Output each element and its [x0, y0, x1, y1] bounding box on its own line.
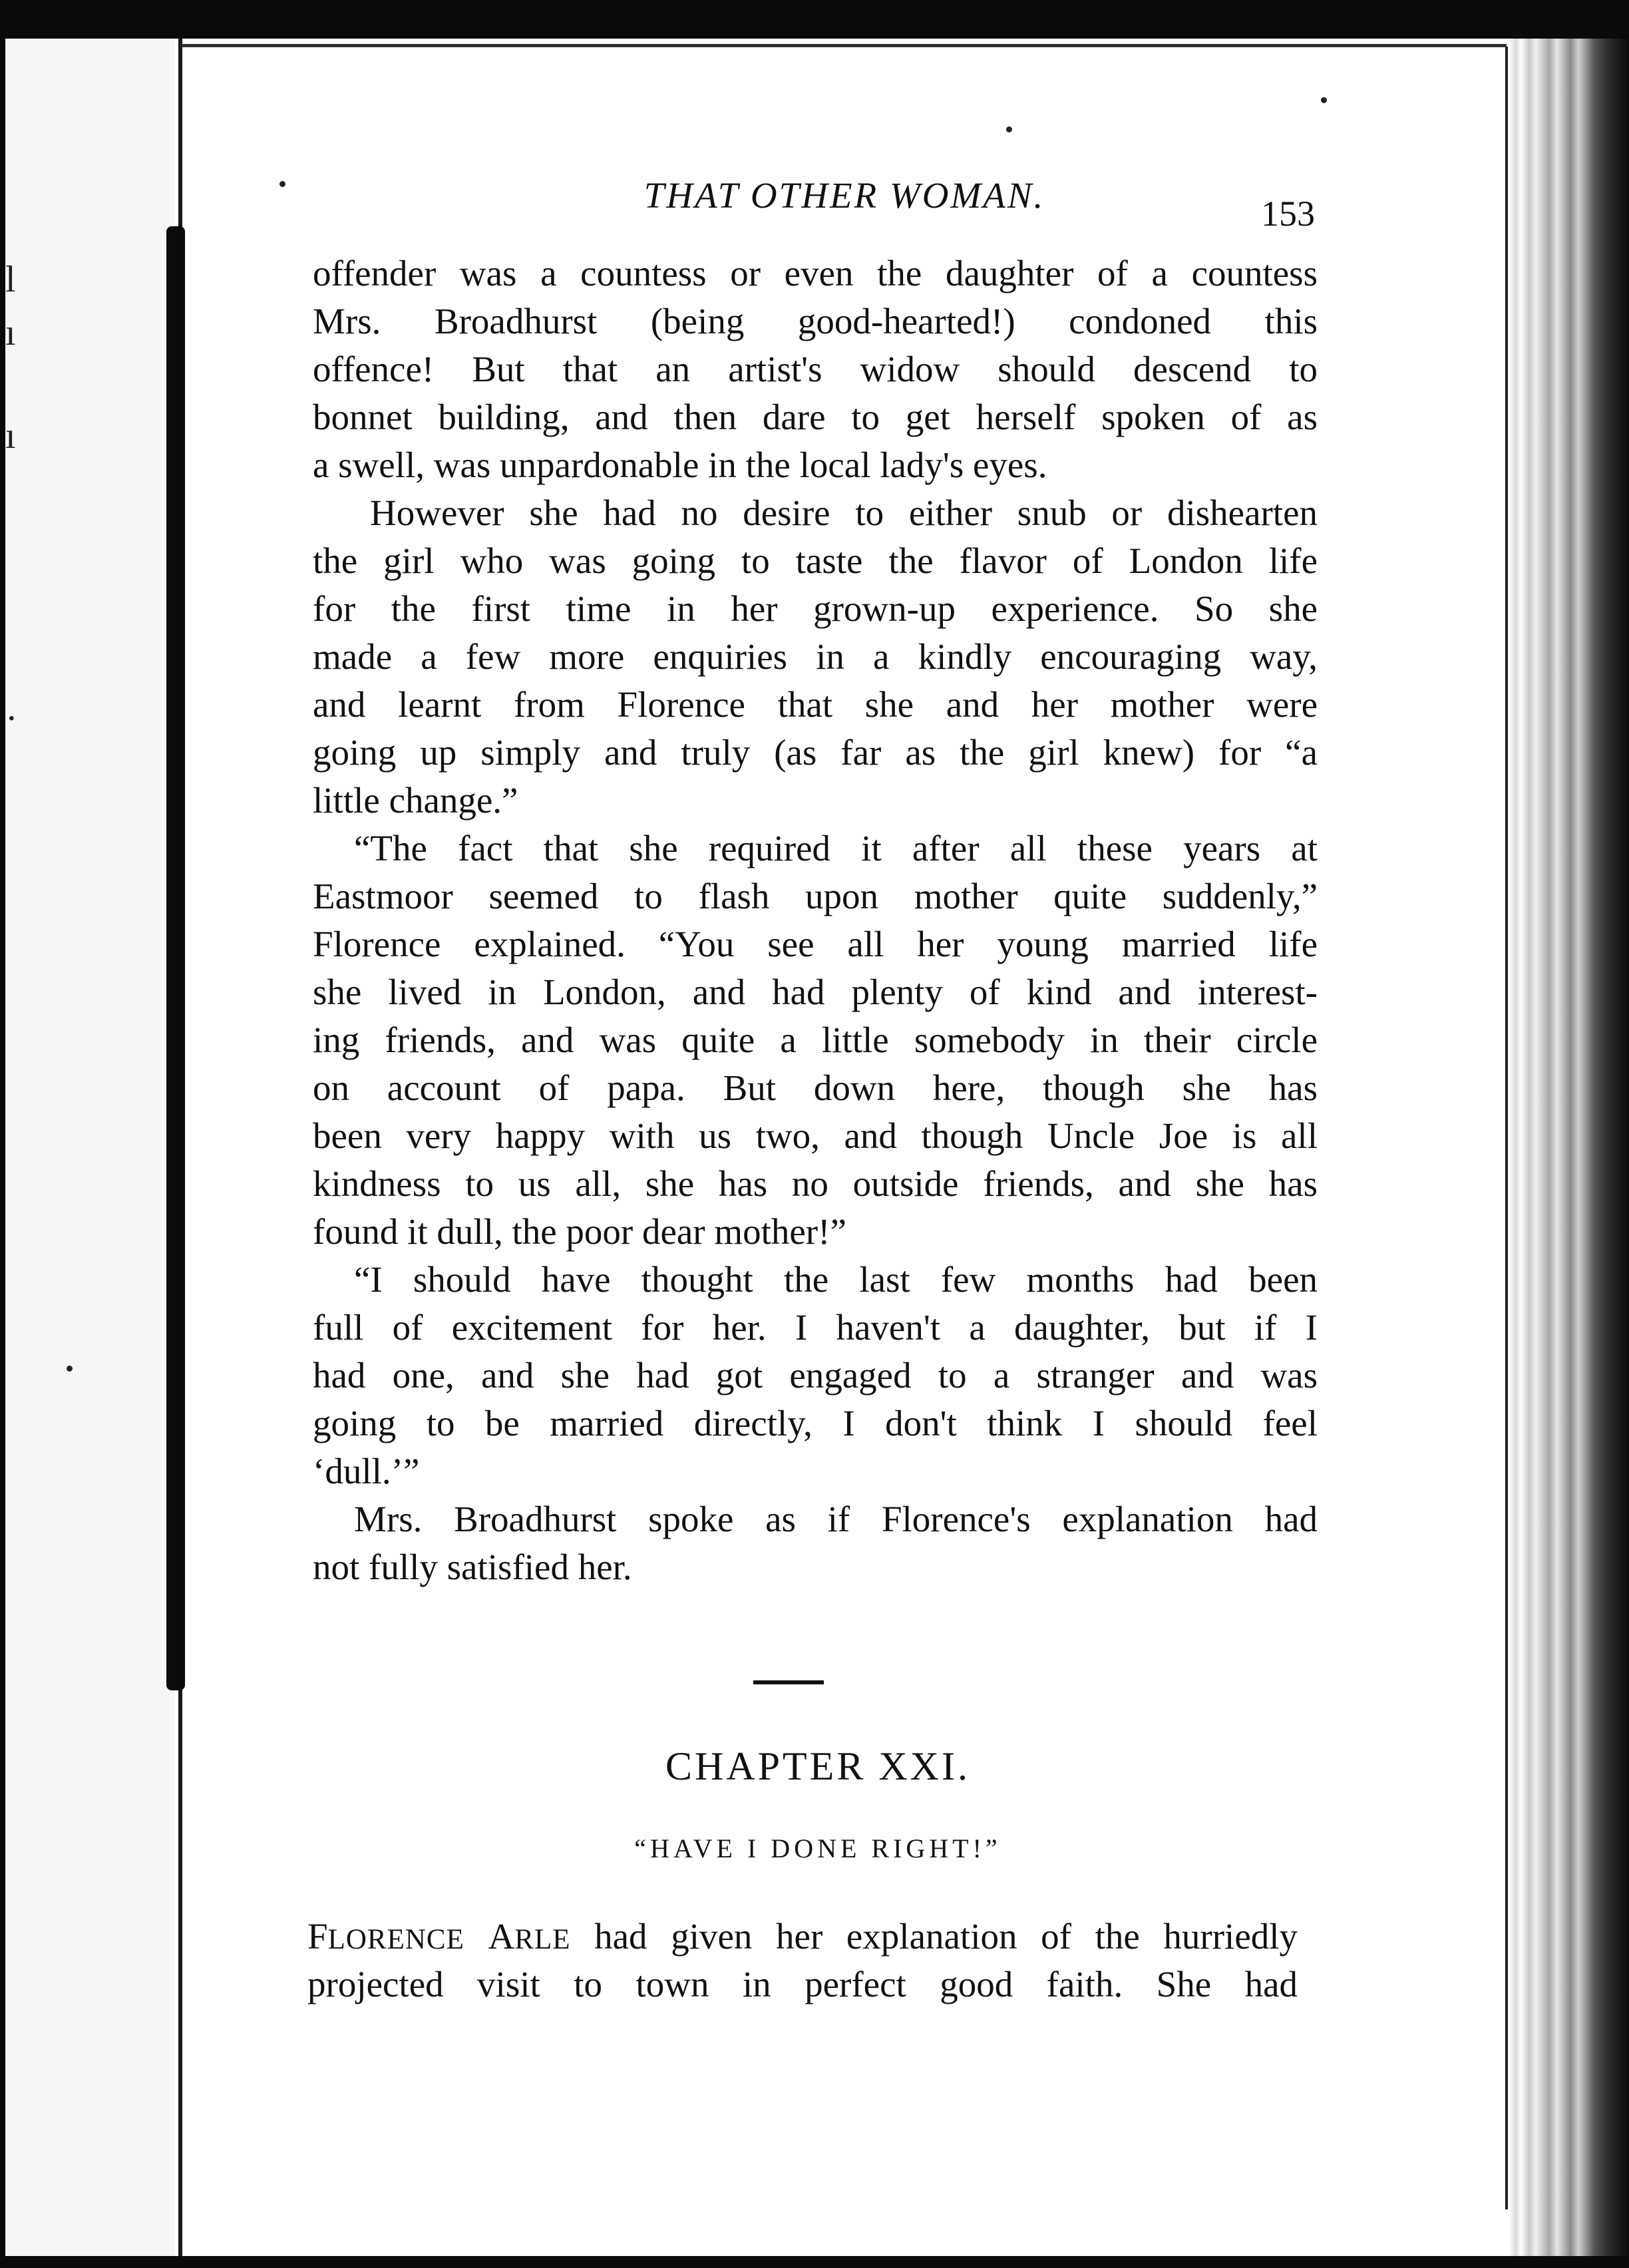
- chapter-divider-rule: [753, 1680, 824, 1684]
- text-line: However she had no desire to either snub or dishearten: [370, 492, 1318, 533]
- text-line: going to be married directly, I don't think I should feel: [313, 1403, 1318, 1443]
- text-line: Eastmoor seemed to flash upon mother quite suddenly,”: [313, 876, 1318, 916]
- scan-frame-left: [0, 0, 5, 2268]
- page-top-edge: [182, 44, 1507, 47]
- page-right-edge: [1505, 47, 1508, 2209]
- text-line: offence! But that an artist's widow should descend to: [313, 349, 1318, 389]
- text-line: Mrs. Broadhurst (being good-hearted!) condoned this: [313, 301, 1318, 341]
- text-line: not fully satisfied her.: [313, 1547, 632, 1587]
- text-line: been very happy with us two, and though Uncle Joe is all: [313, 1115, 1318, 1156]
- text-line: going up simply and truly (as far as the girl knew) for “a: [313, 732, 1318, 773]
- chapter-line-text: had given her explanation of the hurriedly: [594, 1916, 1298, 1957]
- gutter-shadow: [166, 226, 185, 1690]
- running-head: THAT OTHER WOMAN.: [643, 175, 1045, 216]
- body-text: [313, 250, 1318, 1591]
- text-line: Florence explained. “You see all her young married life: [313, 924, 1318, 964]
- chapter-opening-line: [307, 1913, 1298, 1961]
- text-line: kindness to us all, she has no outside friends, and she has: [313, 1163, 1318, 1204]
- lead-capital: F: [307, 1916, 328, 1957]
- text-line: full of excitement for her. I haven't a daughter, but if I: [313, 1307, 1318, 1348]
- text-line: ing friends, and was quite a little somebody in their circle: [313, 1020, 1318, 1060]
- chapter-subtitle: “HAVE I DONE RIGHT!”: [634, 1833, 1001, 1863]
- chapter-opening-text: [307, 1913, 1298, 2008]
- chapter-title: CHAPTER XXI.: [665, 1744, 970, 1788]
- text-line: made a few more enquiries in a kindly encouraging way,: [313, 636, 1318, 677]
- text-line: for the first time in her grown-up experience. So she: [313, 588, 1318, 629]
- text-line: she lived in London, and had plenty of kind and interest-: [313, 972, 1318, 1012]
- text-line: found it dull, the poor dear mother!”: [313, 1211, 846, 1252]
- scan-speck: [1321, 97, 1327, 103]
- text-line: on account of papa. But down here, though she has: [313, 1067, 1318, 1108]
- chapter-text-line: projected visit to town in perfect good faith. She had: [307, 1964, 1298, 2004]
- text-line: bonnet building, and then dare to get herself spoken of as: [313, 397, 1318, 437]
- text-line: and learnt from Florence that she and her mother were: [313, 684, 1318, 725]
- stacked-page-edges: [1509, 39, 1629, 2256]
- text-line: ‘dull.’”: [313, 1451, 420, 1491]
- scan-frame-bottom: [0, 2256, 1629, 2268]
- facing-page-fragment: ı: [5, 415, 16, 457]
- facing-page-fragment: ·: [5, 698, 18, 739]
- text-line: “The fact that she required it after all these years at: [354, 828, 1318, 868]
- page-number: 153: [1261, 194, 1315, 234]
- lead-capital: A: [488, 1916, 515, 1957]
- facing-page-edge: [5, 39, 175, 2256]
- facing-page-fragment: ı: [5, 312, 16, 353]
- lead-small-caps: LORENCE: [327, 1924, 464, 1955]
- text-line: offender was a countess or even the daughter of a countess: [313, 253, 1318, 293]
- scan-speck: [1006, 126, 1012, 132]
- text-line: Mrs. Broadhurst spoke as if Florence's explanation had: [354, 1499, 1318, 1539]
- scan-speck: [67, 1366, 73, 1372]
- lead-small-caps: RLE: [514, 1924, 571, 1955]
- text-line: a swell, was unpardonable in the local lady's eyes.: [313, 445, 1047, 485]
- text-line: little change.”: [313, 780, 518, 821]
- text-line: had one, and she had got engaged to a stranger and was: [313, 1355, 1318, 1396]
- text-line: “I should have thought the last few months had been: [354, 1259, 1318, 1300]
- text-line: the girl who was going to taste the flavor of London life: [313, 540, 1318, 581]
- scan-frame-top: [0, 0, 1629, 39]
- facing-page-fragment: l: [5, 259, 16, 300]
